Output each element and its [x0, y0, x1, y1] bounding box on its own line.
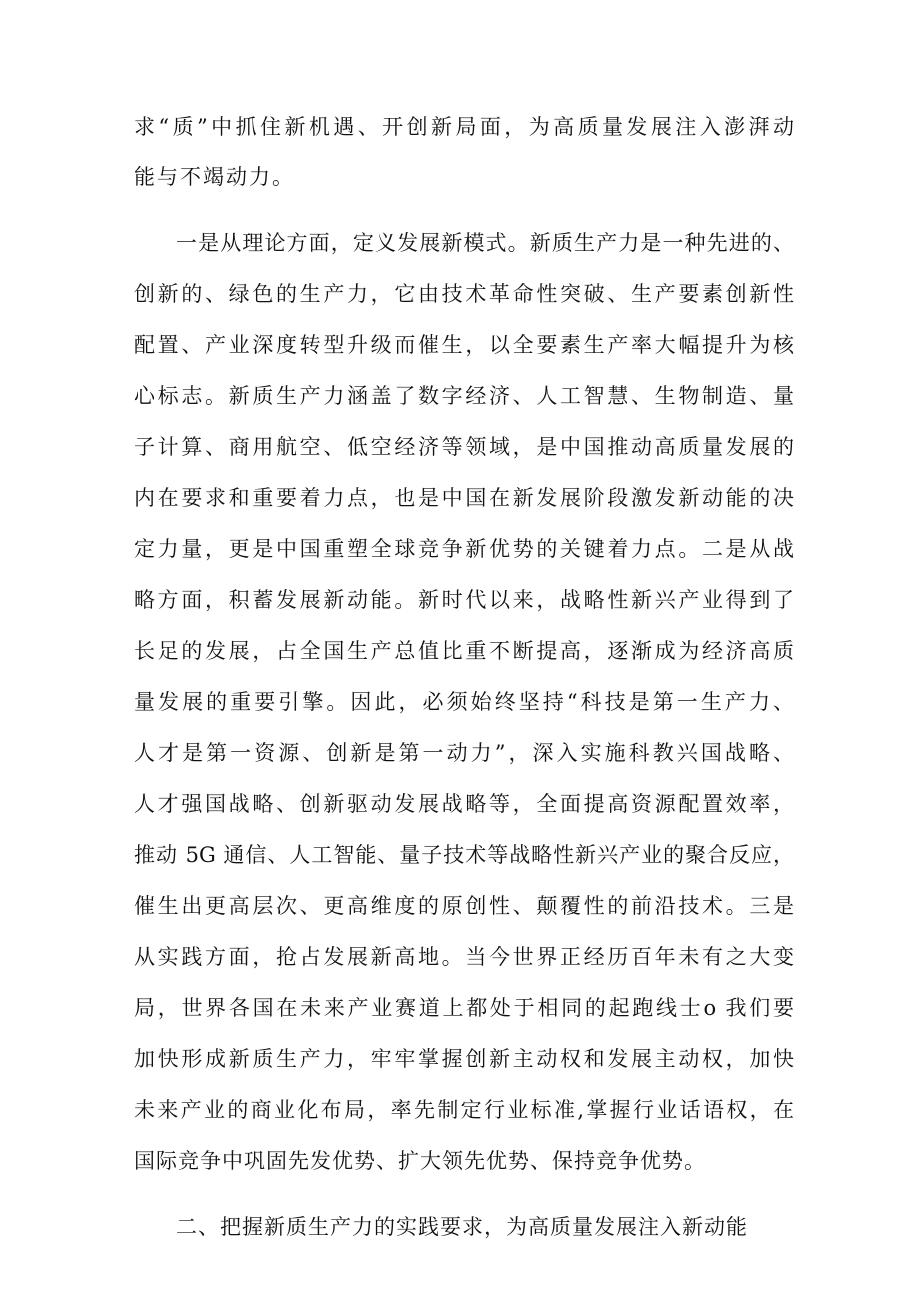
paragraph-line-1: 一是从理论方面，定义发展新模式。新质生产力是一种先进的、 — [176, 231, 794, 255]
paragraph-line-19: 国际竞争中巩固先发优势、扩大领先优势、保持竞争优势。 — [134, 1149, 706, 1173]
paragraph-line-10: 量发展的重要引擎。因此，必须始终坚持“科技是第一生产力、 — [134, 690, 794, 714]
paragraph-line-13: 推动 5G 通信、人工智能、量子技术等战略性新兴产业的聚合反应， — [134, 843, 794, 867]
paragraph-line-7: 定力量，更是中国重塑全球竞争新优势的关键着力点。二是从战 — [134, 537, 794, 561]
paragraph-line-18: 未来产业的商业化布局，率先制定行业标准,掌握行业话语权，在 — [134, 1098, 794, 1122]
paragraph-line-5: 子计算、商用航空、低空经济等领域，是中国推动高质量发展的 — [134, 435, 794, 459]
intro-line-2: 能与不竭动力。 — [134, 165, 295, 189]
paragraph-line-15: 从实践方面，抢占发展新高地。当今世界正经历百年未有之大变 — [134, 945, 794, 969]
paragraph-line-11: 人才是第一资源、创新是第一动力”，深入实施科教兴国战略、 — [134, 741, 794, 765]
paragraph-line-9: 长足的发展，占全国生产总值比重不断提高，逐渐成为经济高质 — [134, 639, 794, 663]
paragraph-line-17: 加快形成新质生产力，牢牢掌握创新主动权和发展主动权，加快 — [134, 1047, 794, 1071]
paragraph-line-8: 略方面，积蓄发展新动能。新时代以来，战略性新兴产业得到了 — [134, 588, 794, 612]
paragraph-line-12: 人才强国战略、创新驱动发展战略等，全面提高资源配置效率， — [134, 792, 794, 816]
paragraph-line-16: 局，世界各国在未来产业赛道上都处于相同的起跑线士o 我们要 — [134, 996, 794, 1020]
intro-line-1: 求“质”中抓住新机遇、开创新局面，为高质量发展注入澎湃动 — [134, 115, 794, 139]
paragraph-line-14: 催生出更高层次、更高维度的原创性、颠覆性的前沿技术。三是 — [134, 894, 794, 918]
paragraph-line-3: 配置、产业深度转型升级而催生，以全要素生产率大幅提升为核 — [134, 333, 794, 357]
paragraph-line-4: 心标志。新质生产力涵盖了数字经济、人工智慧、生物制造、量 — [134, 384, 794, 408]
paragraph-line-2: 创新的、绿色的生产力，它由技术革命性突破、生产要素创新性 — [134, 282, 794, 306]
section-heading: 二、把握新质生产力的实践要求，为高质量发展注入新动能 — [176, 1215, 748, 1239]
paragraph-line-6: 内在要求和重要着力点，也是中国在新发展阶段激发新动能的决 — [134, 486, 794, 510]
